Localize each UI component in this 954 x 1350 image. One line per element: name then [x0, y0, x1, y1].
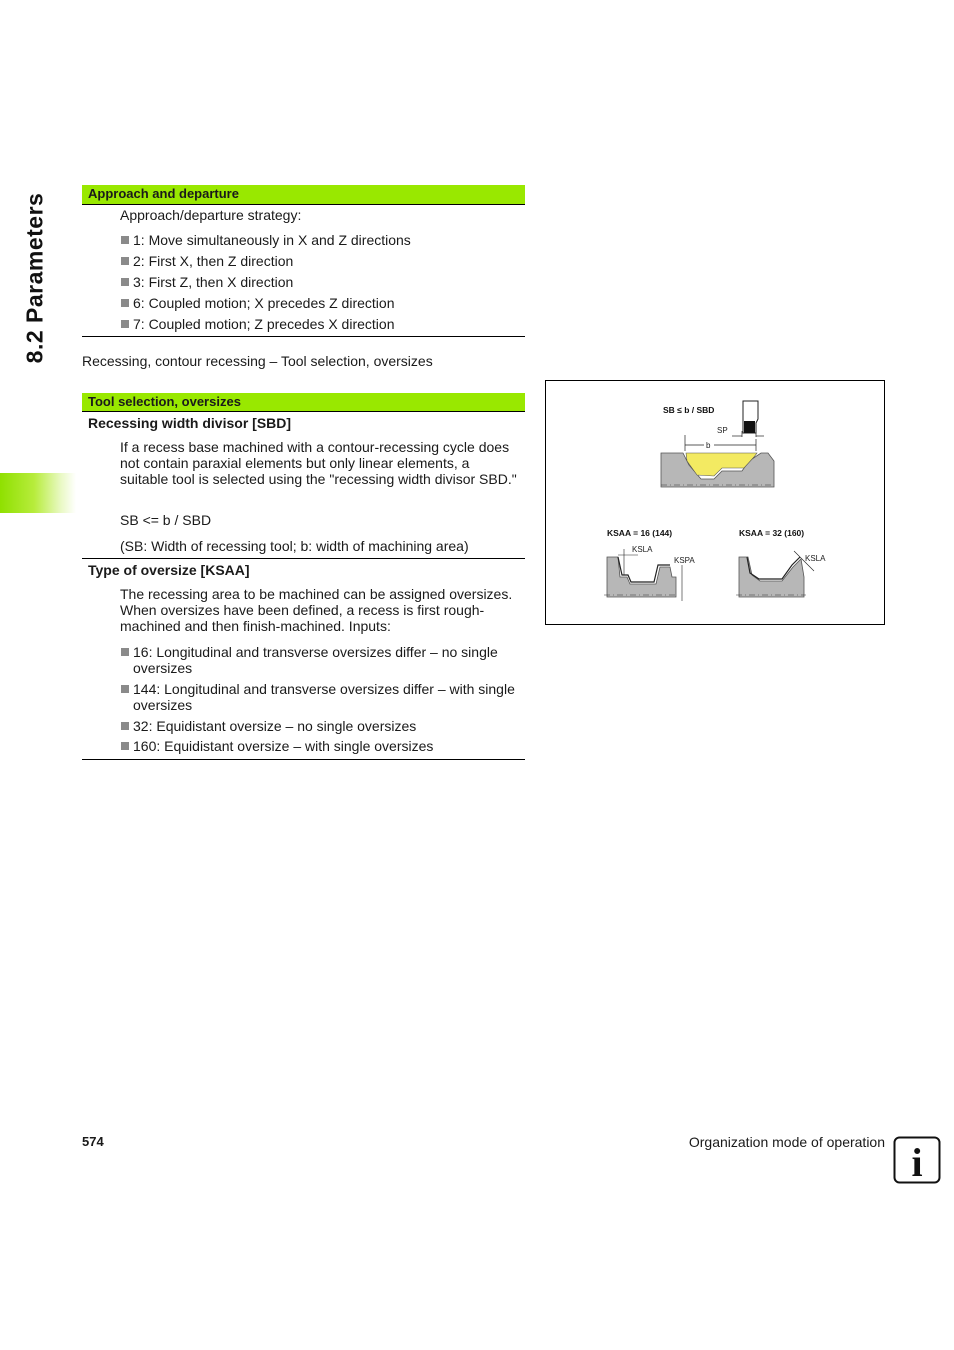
section-caption: Recessing, contour recessing – Tool selection, oversizes: [82, 353, 433, 369]
list-item: 32: Equidistant oversize – no single oversizes: [121, 718, 521, 734]
section-header-approach-text: Approach and departure: [88, 186, 239, 201]
sp-label: SP: [717, 426, 728, 435]
list-item: 144: Longitudinal and transverse oversizes differ – with single oversizes: [121, 681, 521, 713]
workpiece-left: [607, 557, 676, 597]
sbd-note: (SB: Width of recessing tool; b: width of machining area): [120, 538, 469, 554]
sbd-formula: SB <= b / SBD: [120, 512, 212, 528]
page-number: 574: [82, 1134, 104, 1149]
bullet-square-icon: [121, 257, 129, 265]
bullet-square-icon: [121, 722, 129, 730]
sbd-formula-label: SB ≤ b / SBD: [663, 405, 715, 415]
ksaa-title: Type of oversize [KSAA]: [88, 562, 250, 578]
bullet-square-icon: [121, 236, 129, 244]
info-icon[interactable]: [893, 1136, 941, 1184]
list-item: 7: Coupled motion; Z precedes X direction: [121, 316, 521, 332]
section-header-tool-selection-text: Tool selection, oversizes: [88, 394, 241, 409]
bullet-square-icon: [121, 278, 129, 286]
list-item: 2: First X, then Z direction: [121, 253, 521, 269]
sbd-title: Recessing width divisor [SBD]: [88, 415, 292, 431]
ksaa-32-label: KSAA = 32 (160): [739, 528, 805, 538]
bullet-square-icon: [121, 685, 129, 693]
recessing-diagram-svg: [546, 381, 884, 624]
list-item: 16: Longitudinal and transverse oversizes differ – no single oversizes: [121, 644, 521, 676]
ksaa-16-label: KSAA = 16 (144): [607, 528, 673, 538]
tool-insert: [744, 421, 755, 433]
ksla-right-label: KSLA: [805, 554, 826, 563]
side-tab-marker: [0, 473, 76, 513]
divider: [82, 558, 525, 559]
list-item: 6: Coupled motion; X precedes Z direction: [121, 295, 521, 311]
side-chapter-title: [14, 188, 56, 368]
sbd-paragraph: If a recess base machined with a contour-recessing cycle does not contain paraxial elements but only linear elements, a suitable tool is selected using the "recessing width divisor SBD.": [120, 439, 517, 487]
bullet-square-icon: [121, 742, 129, 750]
list-item: 1: Move simultaneously in X and Z directions: [121, 232, 521, 248]
section-header-tool-selection: [82, 393, 525, 412]
section-header-approach: [82, 185, 525, 204]
recessing-diagram: [545, 380, 885, 625]
side-chapter-title-text: 8.2 Parameters: [21, 192, 48, 364]
bullet-square-icon: [121, 320, 129, 328]
b-label: b: [706, 441, 711, 450]
divider: [82, 204, 525, 205]
bullet-square-icon: [121, 648, 129, 656]
list-item: 160: Equidistant oversize – with single oversizes: [121, 738, 521, 754]
divider: [82, 336, 525, 337]
ksla-label: KSLA: [632, 545, 653, 554]
approach-intro: Approach/departure strategy:: [120, 207, 302, 223]
kspa-label: KSPA: [674, 556, 695, 565]
list-item: 3: First Z, then X direction: [121, 274, 521, 290]
divider: [82, 759, 525, 760]
info-icon-glyph: i: [911, 1140, 923, 1184]
divider: [82, 411, 525, 412]
ksaa-paragraph: The recessing area to be machined can be assigned oversizes. When oversizes have been defined, a recess is first rough-machined and then finish-machined. Inputs:: [120, 586, 513, 634]
footer-chapter: Organization mode of operation: [688, 1134, 885, 1150]
bullet-square-icon: [121, 299, 129, 307]
